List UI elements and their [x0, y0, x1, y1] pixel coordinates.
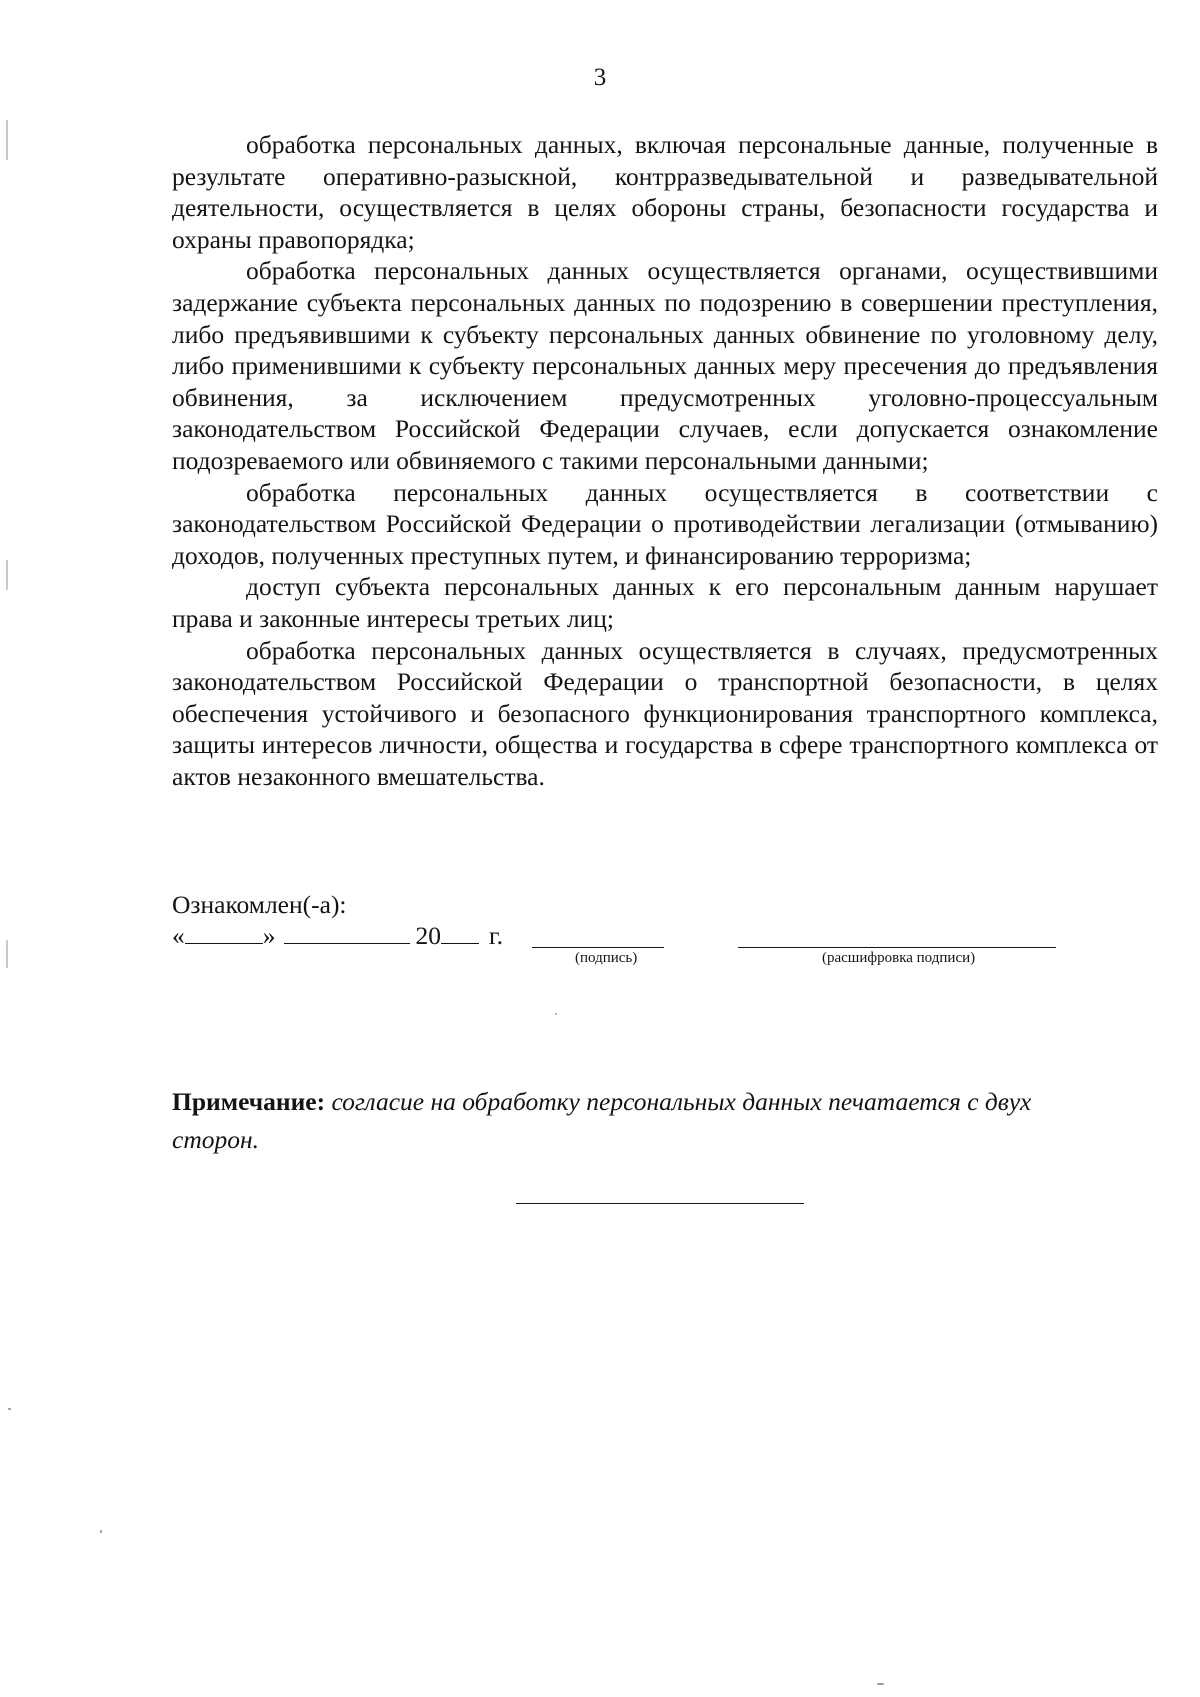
scan-speck — [877, 1683, 884, 1685]
paragraph-detention: обработка персональных данных осуществляется органами, осуществившими задержание субъекта персональных данных по подозрению в совершении преступления, либо предъявившими к субъекту персональных данных обвинение по уголовному делу, либо применившими к субъекту персональных данных меру пресечения до предъявления обвинения, за исключением предусмотренных уголовно-процессуальным законодательством Российской Федерации случаев, если допускается ознакомление подозреваемого или обвиняемого с такими персональными данными; — [172, 256, 1158, 475]
scan-edge-mark — [6, 560, 8, 590]
scan-edge-mark — [6, 120, 8, 160]
signature-decoding-caption: (расшифровка подписи) — [822, 950, 976, 966]
paragraph-transport-security: обработка персональных данных осуществляется в случаях, предусмотренных законодательством Российской Федерации о транспортной безопасности, в целях обеспечения устойчивого и безопасного функционирования транспортного комплекса, защиты интересов личности, общества и государства в сфере транспортного комплекса от актов незаконного вмешательства. — [172, 635, 1158, 791]
closing-rule — [516, 1203, 804, 1204]
signature-line — [532, 947, 664, 948]
quote-open: « — [172, 921, 185, 950]
year-suffix: г. — [489, 921, 503, 950]
scan-speck — [100, 1530, 102, 1533]
paragraph-third-party-rights: доступ субъекта персональных данных к его персональным данным нарушает права и законные интересы третьих лиц; — [172, 572, 1158, 633]
page-number: 3 — [593, 64, 607, 91]
acknowledgement-label: Ознакомлен(-а): — [172, 890, 347, 919]
scan-speck — [555, 1013, 557, 1015]
note-text: согласие на обработку персональных данных печатается с двух сторон. — [172, 1087, 1032, 1154]
scan-edge-mark — [6, 940, 8, 968]
note — [172, 1083, 1112, 1159]
paragraph-operational-search: обработка персональных данных, включая персональные данные, полученные в результате оперативно-разыскной, контрразведывательной и разведывательной деятельности, осуществляется в целях обороны страны, безопасности государства и охраны правопорядка; — [172, 130, 1158, 254]
scan-speck — [8, 1408, 11, 1410]
month-blank — [284, 921, 410, 944]
signature-decoding-line — [738, 947, 1056, 948]
year-blank — [441, 921, 479, 944]
quote-close: » — [262, 921, 276, 950]
paragraph-money-laundering: обработка персональных данных осуществляется в соответствии с законодательством Российской Федерации о противодействии легализации (отмыванию) доходов, полученных преступных путем, и финансированию терроризма; — [172, 477, 1158, 570]
note-label: Примечание: — [172, 1087, 326, 1116]
body-text — [172, 129, 1158, 792]
year-prefix: 20 — [415, 921, 441, 950]
day-blank — [185, 921, 263, 944]
date-line — [172, 921, 503, 951]
signature-caption: (подпись) — [575, 950, 638, 966]
